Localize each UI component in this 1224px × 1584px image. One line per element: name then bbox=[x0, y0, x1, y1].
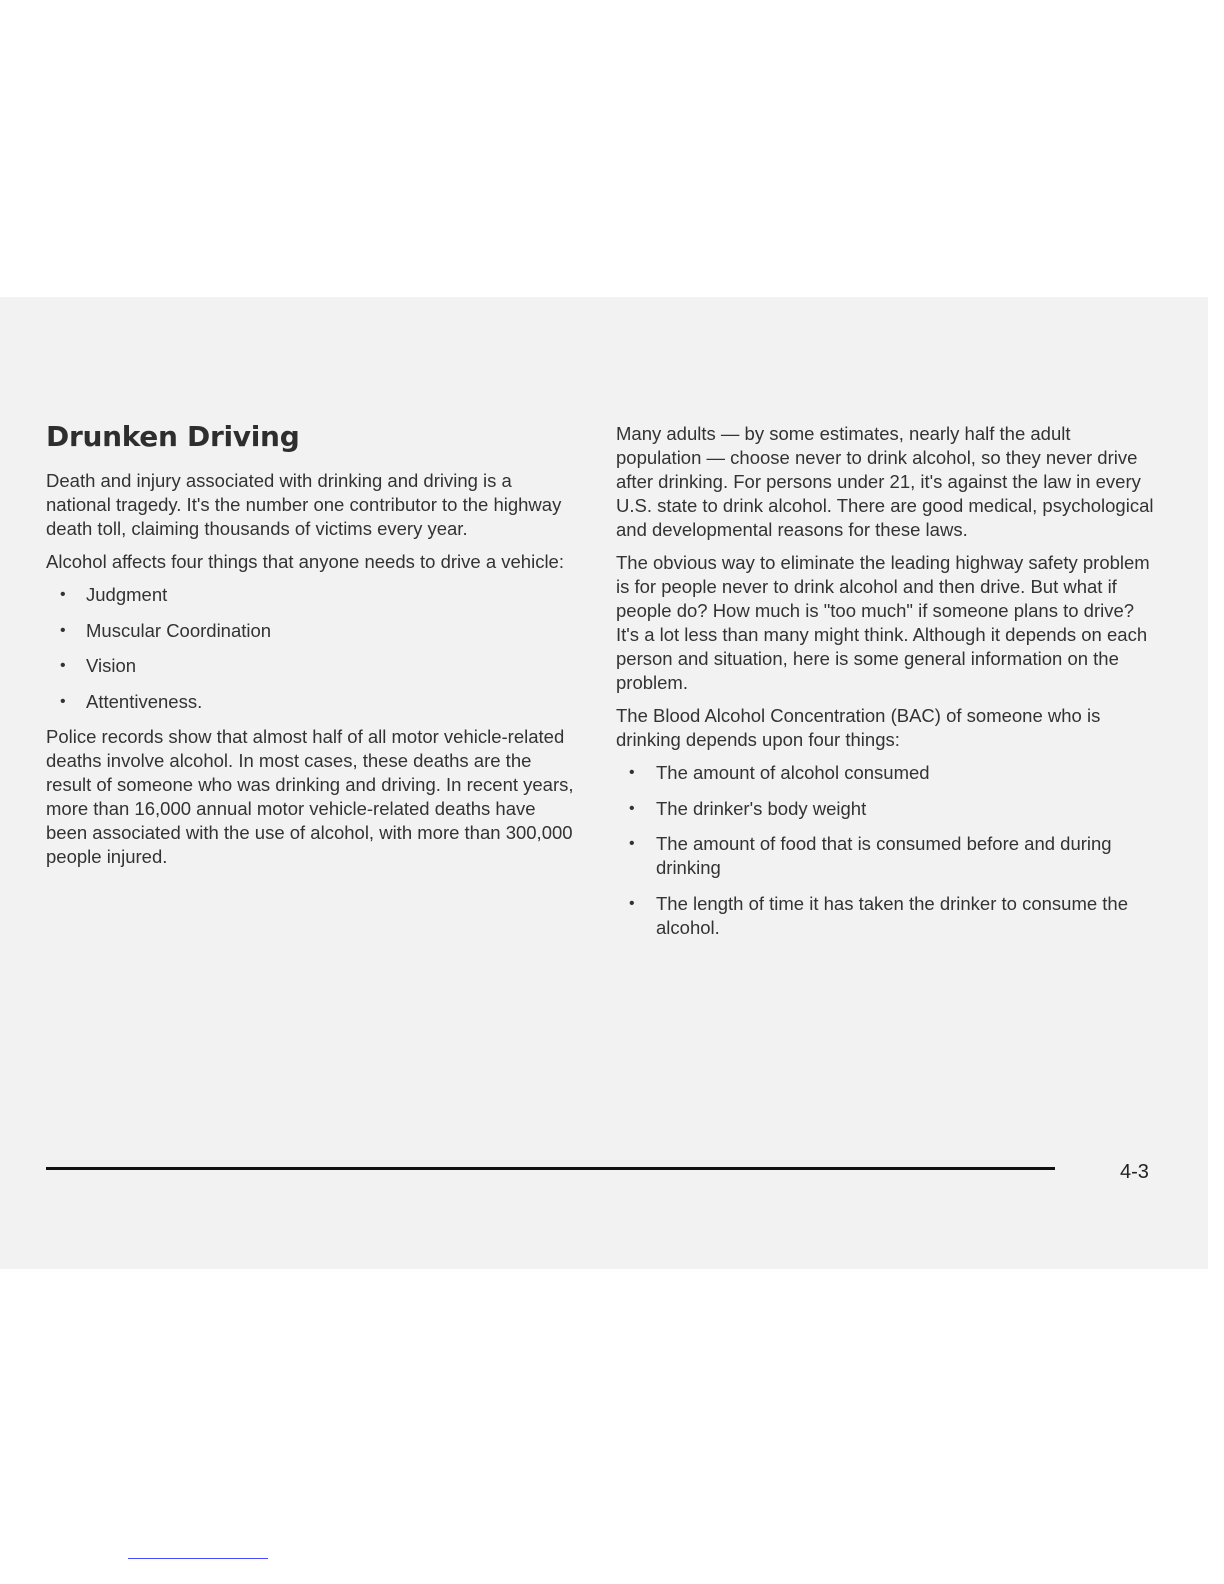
bullet-icon: • bbox=[60, 621, 66, 639]
alcohol-effects-paragraph: Alcohol affects four things that anyone needs to drive a vehicle: bbox=[46, 551, 564, 572]
obvious-way-paragraph: The obvious way to eliminate the leading highway safety problem is for people never to drink alcohol and then drive. But what if people do? How much is "too much" if someone plans to drive? It's a lot less than many might think. Although it depends on each person and situation, here is some general information on the problem. bbox=[616, 552, 1150, 693]
bullet-icon: • bbox=[60, 657, 66, 674]
bac-paragraph: The Blood Alcohol Concentration (BAC) of someone who is drinking depends upon four things: bbox=[616, 705, 1101, 750]
bac-factors-list bbox=[616, 761, 1161, 940]
list-item: • Judgment bbox=[60, 584, 168, 605]
right-column bbox=[616, 422, 1161, 951]
bullet-icon: • bbox=[60, 586, 66, 603]
page-number: 4-3 bbox=[1120, 1161, 1149, 1183]
adults-paragraph: Many adults — by some estimates, nearly half the adult population — choose never to drink alcohol, so they never drive after drinking. For persons under 21, it's against the law in every U.S. state to drink alcohol. There are good medical, psychological and developmental reasons for these laws. bbox=[616, 423, 1154, 540]
alcohol-effects-list bbox=[46, 583, 576, 714]
bullet-icon: • bbox=[629, 894, 635, 912]
list-item: • Muscular Coordination bbox=[60, 619, 272, 641]
list-item: • Attentiveness. bbox=[60, 690, 203, 712]
intro-paragraph: Death and injury associated with drinking and driving is a national tragedy. It's the number one contributor to the highway death toll, claiming thousands of victims every year. bbox=[46, 470, 562, 539]
list-item: • The drinker's body weight bbox=[629, 797, 867, 819]
bullet-icon: • bbox=[60, 692, 66, 710]
section-heading: Drunken Driving bbox=[46, 420, 300, 453]
list-item: • Vision bbox=[60, 655, 137, 676]
list-item: • The amount of alcohol consumed bbox=[629, 762, 930, 783]
left-column bbox=[46, 420, 576, 878]
bullet-icon: • bbox=[629, 799, 635, 817]
bullet-icon: • bbox=[629, 764, 635, 781]
list-item: • The length of time it has taken the drinker to consume the alcohol. bbox=[629, 892, 1129, 938]
list-item: • The amount of food that is consumed before and during drinking bbox=[629, 833, 1112, 878]
bottom-link-underline bbox=[128, 1558, 268, 1559]
police-records-paragraph: Police records show that almost half of all motor vehicle-related deaths involve alcohol. In most cases, these deaths are the result of someone who was drinking and driving. In recent years, more than 16,000 annual motor vehicle-related deaths have been associated with the use of alcohol, with more than 300,000 people injured. bbox=[46, 726, 574, 867]
footer-rule bbox=[46, 1167, 1055, 1170]
bullet-icon: • bbox=[629, 835, 635, 852]
